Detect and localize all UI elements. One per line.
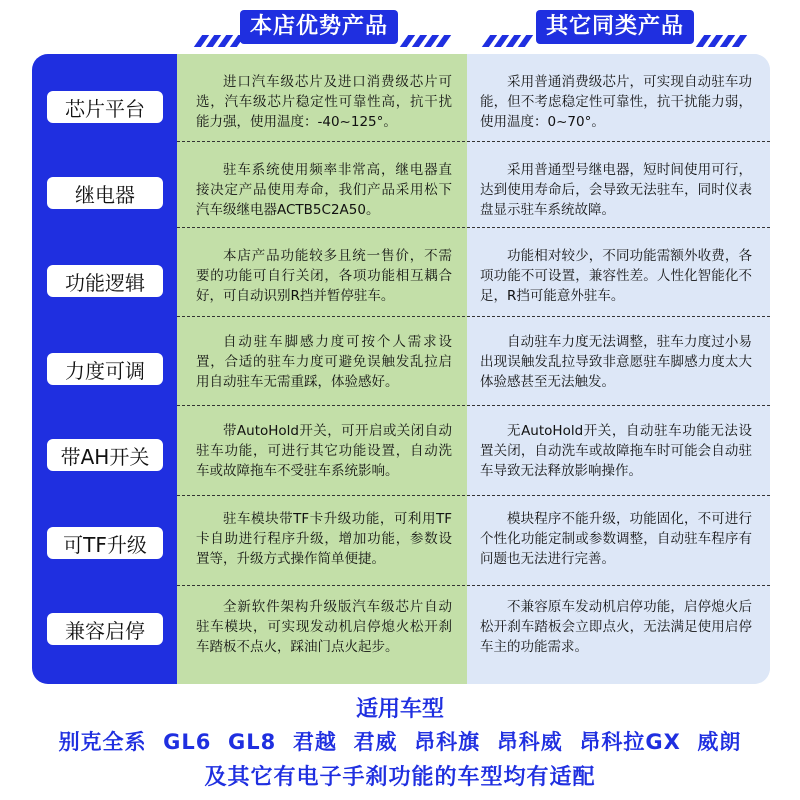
other-cell: 功能相对较少，不同功能需额外收费，各项功能不可设置，兼容性差。人性化智能化不足，R挡可能意外驻车。 (480, 248, 752, 304)
row-label: 芯片平台 (47, 91, 163, 123)
row-label: 继电器 (47, 177, 163, 209)
row-label: 力度可调 (47, 353, 163, 385)
row-label: 可TF升级 (47, 527, 163, 559)
row-divider (177, 227, 770, 228)
store-header: 本店优势产品 (240, 10, 398, 44)
row-divider (177, 316, 770, 317)
other-cell: 自动驻车力度无法调整，驻车力度过小易出现误触发乱拉导致非意愿驻车脚感力度太大体验感甚至无法触发。 (480, 334, 752, 390)
row-label: 带AH开关 (47, 439, 163, 471)
footer-models: 别克全系 GL6 GL8 君越 君威 昂科旗 昂科威 昂科拉GX 威朗 (58, 730, 742, 754)
store-cell: 本店产品功能较多且统一售价，不需要的功能可自行关闭，各项功能相互耦合好，可自动识别R挡并暂停驻车。 (196, 248, 452, 304)
store-cell: 带AutoHold开关，可开启或关闭自动驻车功能，可进行其它功能设置，自动洗车或故障拖车不受驻车系统影响。 (196, 423, 452, 479)
other-cell: 模块程序不能升级，功能固化，不可进行个性化功能定制或参数调整，自动驻车程序有问题也无法进行完善。 (480, 511, 752, 567)
other-cell: 无AutoHold开关，自动驻车功能无法设置关闭，自动洗车或故障拖车时可能会自动驻车导致无法释放影响操作。 (480, 423, 752, 479)
header-stripes-right-2 (700, 32, 748, 44)
store-cell: 进口汽车级芯片及进口消费级芯片可选，汽车级芯片稳定性可靠性高，抗干扰能力强，使用温度：-40~125°。 (196, 74, 452, 130)
store-cell: 驻车模块带TF卡升级功能，可利用TF卡自助进行程序升级，增加功能，参数设置等，升级方式操作简单便捷。 (196, 511, 452, 567)
other-header: 其它同类产品 (536, 10, 694, 44)
store-cell: 驻车系统使用频率非常高，继电器直接决定产品使用寿命，我们产品采用松下汽车级继电器ACTB5C2A50。 (196, 162, 452, 218)
header-stripes-left (198, 32, 246, 44)
row-divider (177, 495, 770, 496)
row-divider (177, 141, 770, 142)
other-cell: 采用普通型号继电器，短时间使用可行，达到使用寿命后，会导致无法驻车，同时仪表盘显示驻车系统故障。 (480, 162, 752, 218)
footer-note: 及其它有电子手刹功能的车型均有适配 (204, 765, 596, 790)
row-divider (177, 585, 770, 586)
row-divider (177, 405, 770, 406)
footer-title: 适用车型 (355, 697, 444, 722)
header-stripes-right (486, 32, 534, 44)
store-cell: 自动驻车脚感力度可按个人需求设置，合适的驻车力度可避免误触发乱拉启用自动驻车无需重踩，体验感好。 (196, 334, 452, 390)
row-label: 兼容启停 (47, 613, 163, 645)
store-cell: 全新软件架构升级版汽车级芯片自动驻车模块，可实现发动机启停熄火松开刹车踏板不点火，踩油门点火起步。 (196, 599, 452, 655)
other-cell: 不兼容原车发动机启停功能，启停熄火后松开刹车踏板会立即点火，无法满足使用启停车主的功能需求。 (480, 599, 752, 655)
row-label: 功能逻辑 (47, 265, 163, 297)
header-stripes-left-2 (404, 32, 452, 44)
other-cell: 采用普通消费级芯片，可实现自动驻车功能，但不考虑稳定性可靠性，抗干扰能力弱，使用温度：0~70°。 (480, 74, 752, 130)
